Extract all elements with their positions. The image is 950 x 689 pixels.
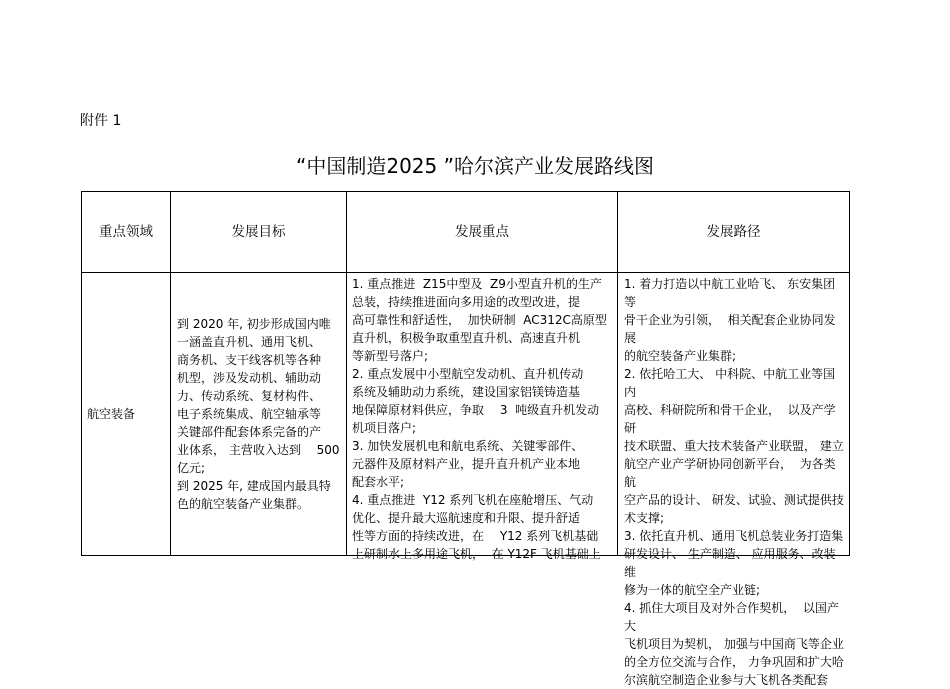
- cell-goal: [171, 273, 347, 556]
- header-key-domain: 重点领域: [82, 192, 171, 273]
- header-focus: 发展重点: [347, 192, 618, 273]
- cell-domain: 航空装备: [82, 273, 171, 556]
- cell-path: [618, 273, 850, 687]
- focus-text: 1. 重点推进 Z15中型及 Z9小型直升机的生产 总装，持续推进面向多用途的改型改进，提 高可靠性和舒适性， 加快研制 AC312C高原型 直升机，积极争取重型直升机、高速直升机 等新型号落户; 2. 重点发展中小型航空发动机、直升机传动 系统及辅助动力系统，建设国家铝镁铸造基 地保障原材料供应，争取 3 吨级直升机发动 机项目落户; 3. 加快发展机电和航电系统、关键零部件、 元器件及原材料产业，提升直升机产业本地 配套水平; 4. 重点推进 Y12 系列飞机在座舱增压、气动 优化、提升最大巡航速度和升限、提升舒适 性等方面的持续改进，在 Y12 系列飞机基础 上研制水上多用途飞机， 在 Y12F 飞机基础上: [352, 277, 607, 561]
- cell-focus: [347, 273, 618, 561]
- attachment-label: 附件 1: [80, 113, 122, 129]
- table-header-row: [82, 192, 850, 273]
- header-goal: 发展目标: [171, 192, 347, 273]
- roadmap-table: [81, 191, 850, 687]
- table-row: [82, 273, 850, 556]
- document-title: “中国制造2025 ”哈尔滨产业发展路线图: [296, 154, 654, 178]
- path-text: 1. 着力打造以中航工业哈飞、 东安集团等 骨干企业为引领， 相关配套企业协同发展 的航空装备产业集群; 2. 依托哈工大、 中科院、中航工业等国内 高校、科研院所和骨干企业， 以及产学研 技术联盟、重大技术装备产业联盟， 建立 航空产业产学研协同创新平台， 为各类航 空产品的设计、 研发、试验、测试提供技 术支撑; 3. 依托直升机、通用飞机总装业务打造集 研发设计、 生产制造、 应用服务、改装维 修为一体的航空全产业链; 4. 抓住大项目及对外合作契机， 以国产大 飞机项目为契机， 加强与中国商飞等企业 的全方位交流与合作， 力争巩固和扩大哈 尔滨航空制造企业参与大飞机各类配套: [624, 277, 844, 687]
- header-path: 发展路径: [618, 192, 850, 273]
- goal-text: 到 2020 年, 初步形成国内唯 一涵盖直升机、通用飞机、 商务机、支干线客机等各种 机型，涉及发动机、辅助动 力、传动系统、复材构件、 电子系统集成、航空轴承等 关键部件配套体系完备的产 业体系， 主营收入达到 500 亿元; 到 2025 年, 建成国内最具特 色的航空装备产业集群。: [177, 317, 340, 511]
